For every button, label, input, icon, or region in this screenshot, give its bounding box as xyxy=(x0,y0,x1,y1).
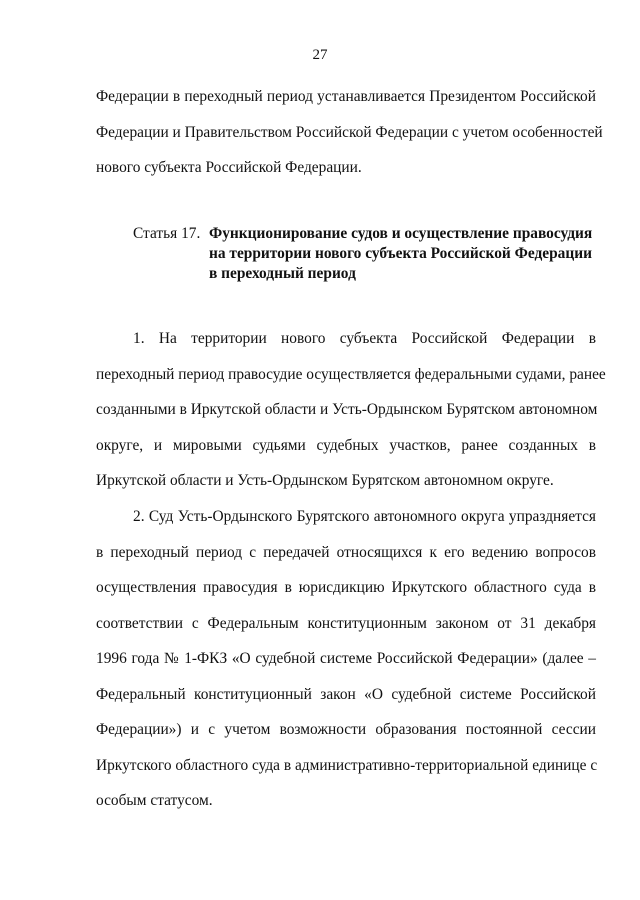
text-line: Федерации») и с учетом возможности образования постоянной сессии xyxy=(96,721,596,738)
text-line: Федерации и Правительством Российской Федерации с учетом особенностей xyxy=(96,123,603,141)
article-heading xyxy=(133,224,603,284)
text-line: созданными в Иркутской области и Усть-Ордынском Бурятском автономном xyxy=(96,401,598,418)
text-line: 2. Суд Усть-Ордынского Бурятского автономного округа упраздняется xyxy=(133,508,596,525)
text-line: Федерации в переходный период устанавливается Президентом Российской xyxy=(96,88,596,105)
text-line: осуществления правосудия в юрисдикцию Иркутского областного суда в xyxy=(96,579,596,596)
text-line: Иркутского областного суда в административно-территориальной единице с xyxy=(96,756,598,774)
text-line: Иркутской области и Усть-Ордынском Бурятском автономном округе. xyxy=(96,472,554,489)
text-line: особым статусом. xyxy=(96,792,213,809)
article-title-line: на территории нового субъекта Российской Федерации xyxy=(209,245,592,262)
article-title-line: Функционирование судов и осуществление правосудия xyxy=(209,225,593,242)
article-label: Статья 17. xyxy=(133,225,201,242)
text-line: 1996 года № 1-ФКЗ «О судебной системе Российской Федерации» (далее – xyxy=(96,650,596,667)
paragraph-2 xyxy=(96,507,596,827)
page-number: 27 xyxy=(312,47,328,63)
text-line: соответствии с Федеральным конституционным законом от 31 декабря xyxy=(96,614,596,632)
article-title-line: в переходный период xyxy=(209,265,356,282)
intro-paragraph xyxy=(96,87,603,194)
text-line: 1. На территории нового субъекта Российской Федерации в xyxy=(133,330,596,347)
text-line: нового субъекта Российской Федерации. xyxy=(96,159,362,176)
text-line: округе, и мировыми судьями судебных участков, ранее созданных в xyxy=(96,436,596,454)
text-line: переходный период правосудие осуществляется федеральными судами, ранее xyxy=(96,365,606,383)
text-line: Федеральный конституционный закон «О судебной системе Российской xyxy=(96,685,596,703)
paragraph-1 xyxy=(96,329,606,507)
text-line: в переходный период с передачей относящихся к его ведению вопросов xyxy=(96,543,596,561)
